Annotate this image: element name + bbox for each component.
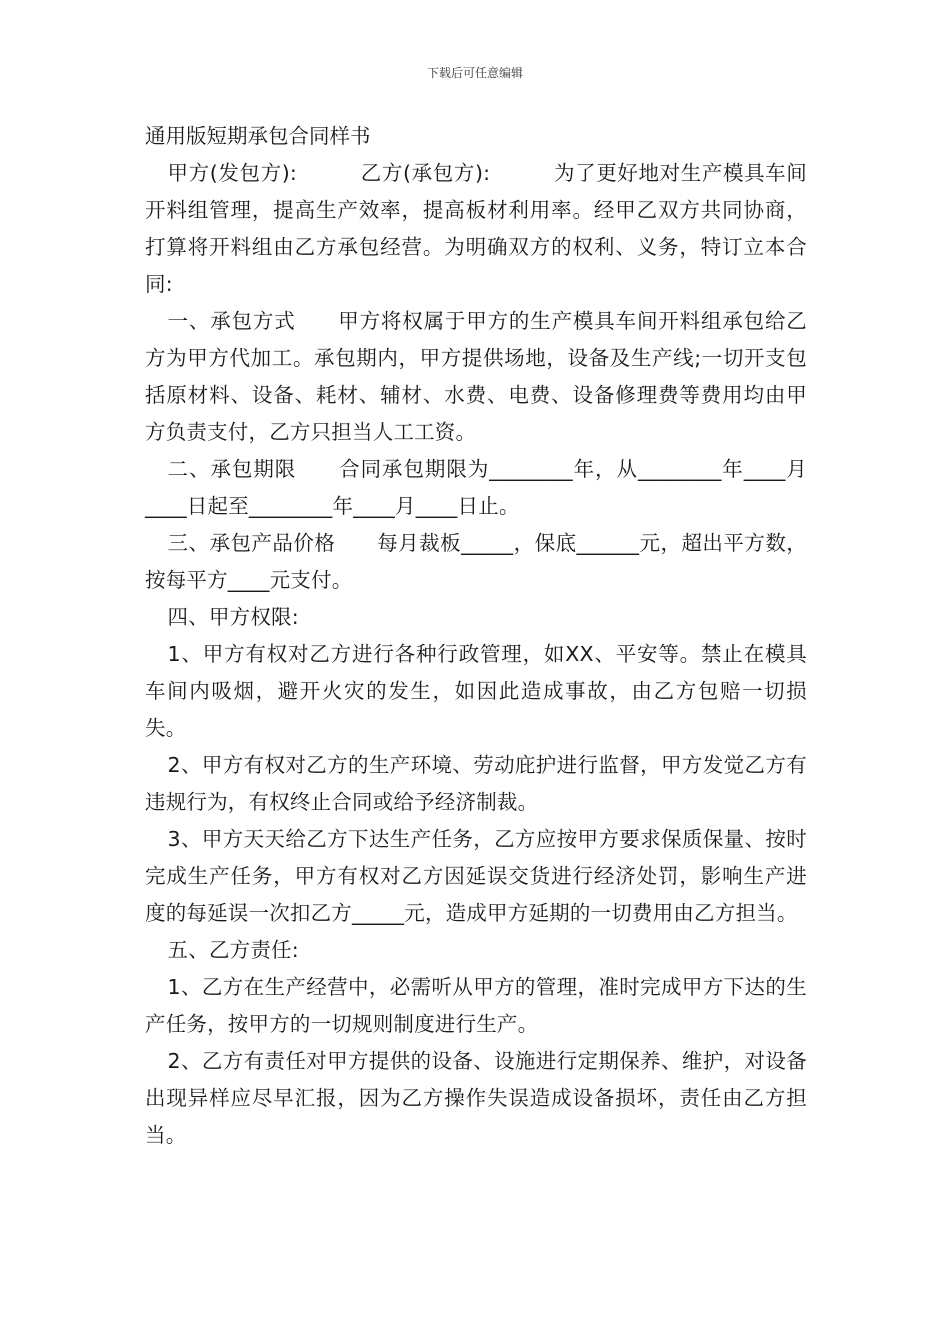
section-3-product-price: 三、承包产品价格 每月裁板_____，保底______元，超出平方数，按每平方____元支付。 [145,531,807,592]
section-5-heading: 五、乙方责任: [167,938,299,962]
section-5-item-2: 2、乙方有责任对甲方提供的设备、设施进行定期保养、维护，对设备出现异样应尽早汇报，因为乙方操作失误造成设备损坏，责任由乙方担当。 [145,1049,807,1147]
section-4-item-1: 1、甲方有权对乙方进行各种行政管理，如XX、平安等。禁止在模具车间内吸烟，避开火灾的发生，如因此造成事故，由乙方包赔一切损失。 [145,642,807,740]
section-1-contract-method: 一、承包方式 甲方将权属于甲方的生产模具车间开料组承包给乙方为甲方代加工。承包期内，甲方提供场地，设备及生产线;一切开支包括原材料、设备、耗材、辅材、水费、电费、设备修理费等费用均由甲方负责支付，乙方只担当人工工资。 [145,309,807,444]
section-4-item-3: 3、甲方天天给乙方下达生产任务，乙方应按甲方要求保质保量、按时完成生产任务，甲方有权对乙方因延误交货进行经济处罚，影响生产进度的每延误一次扣乙方_____元，造成甲方延期的一切费用由乙方担当。 [145,827,807,925]
document-title: 通用版短期承包合同样书 [145,124,371,148]
section-4-heading: 四、甲方权限: [167,605,299,629]
page-header-note: 下载后可任意编辑 [426,66,523,80]
document-body [145,118,807,1154]
intro-paragraph: 甲方(发包方): 乙方(承包方): 为了更好地对生产模具车间开料组管理，提高生产效率，提高板材利用率。经甲乙双方共同协商，打算将开料组由乙方承包经营。为明确双方的权利、义务，特订立本合同: [145,161,807,296]
section-2-contract-term: 二、承包期限 合同承包期限为________年，从________年____月____日起至________年____月____日止。 [145,457,807,518]
section-4-item-2: 2、甲方有权对乙方的生产环境、劳动庇护进行监督，甲方发觉乙方有违规行为，有权终止合同或给予经济制裁。 [145,753,807,814]
section-5-item-1: 1、乙方在生产经营中，必需听从甲方的管理，准时完成甲方下达的生产任务，按甲方的一切规则制度进行生产。 [145,975,807,1036]
